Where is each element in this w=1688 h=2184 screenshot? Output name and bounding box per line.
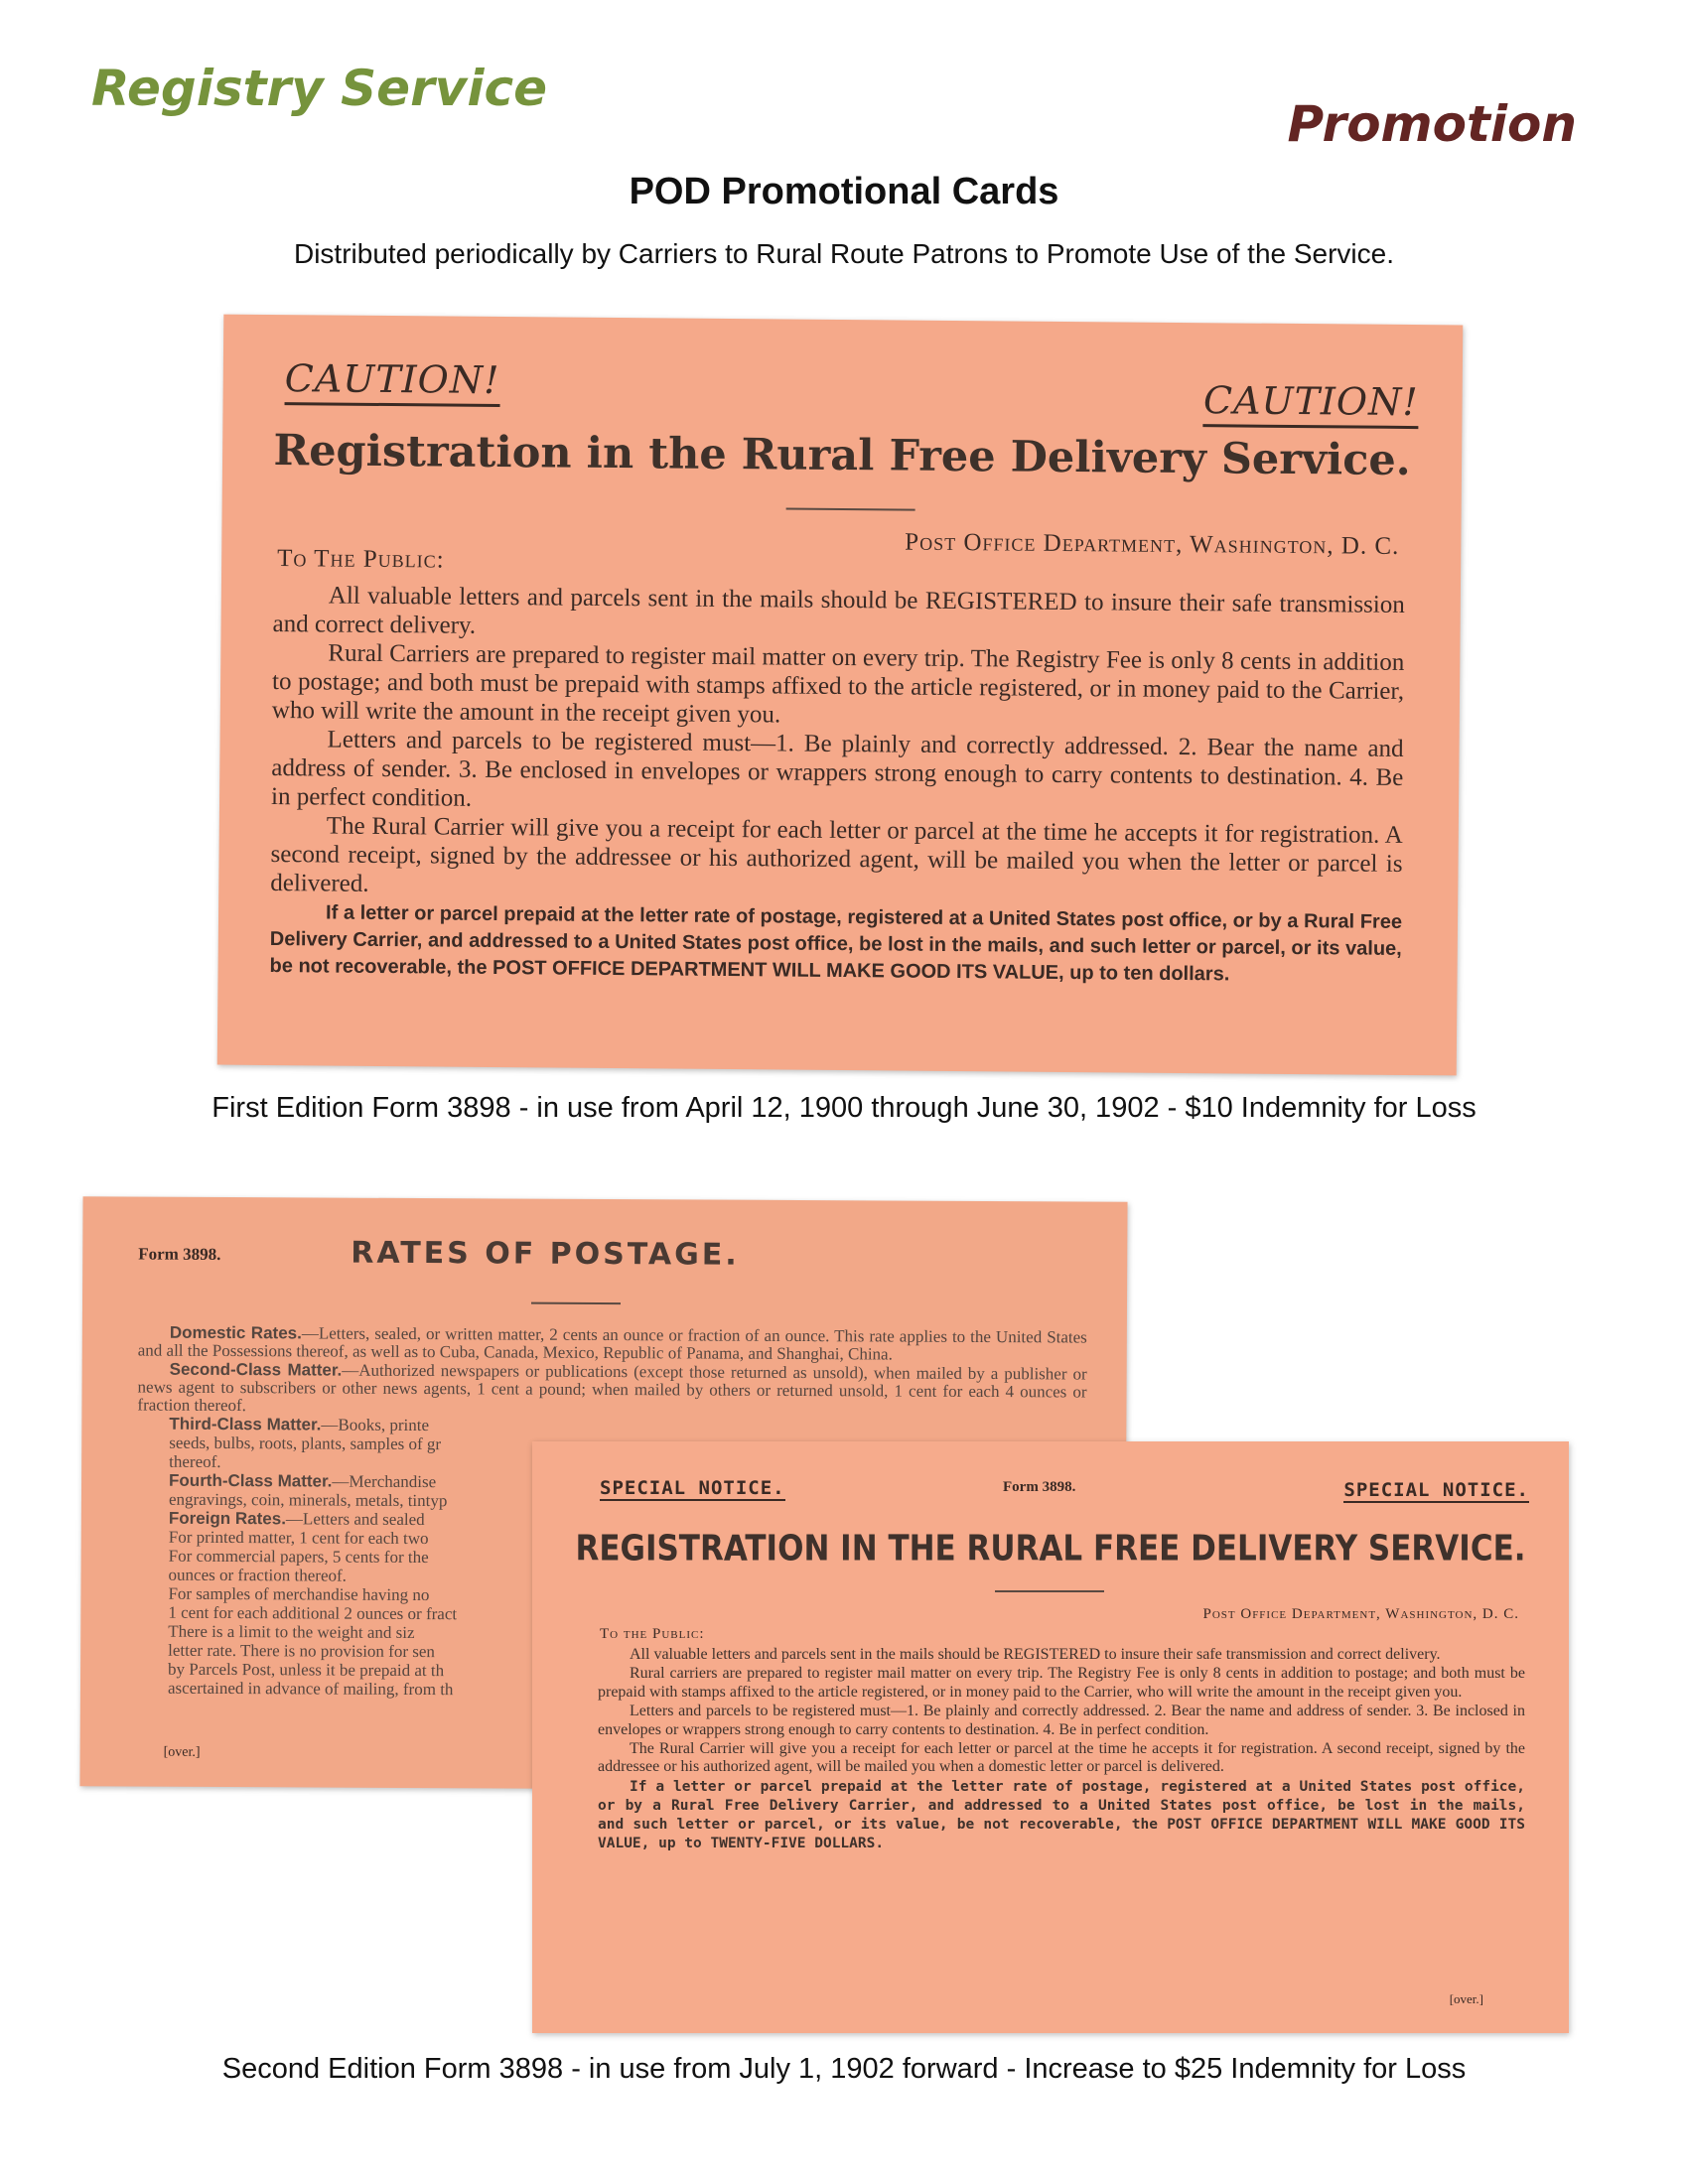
caution-left: CAUTION! [285,356,500,407]
rate-text: letter rate. There is no provision for sen [168,1640,435,1662]
caption-first-edition: First Edition Form 3898 - in use from April 12, 1900 through June 30, 1902 - $10 Indemnity for Loss [211,1092,1477,1124]
rate-heading: Foreign Rates. [168,1508,287,1529]
caption-second-edition: Second Edition Form 3898 - in use from July 1, 1902 forward - Increase to $25 Indemnity for Loss [221,2053,1467,2085]
rate-text: For samples of merchandise having no [168,1583,430,1605]
rate-text: —Authorized newspapers or publications (except those returned as unsold), when mailed by a publisher or news agent to subscribers or other news agents, 1 cent a pound; when mailed by others or returned unsold, 1 cent for each 4 ounces or fraction thereof. [137,1360,1087,1416]
paragraph: The Rural Carrier will give you a receipt for each letter or parcel at the time he accepts it for registration. A second receipt, signed by the addressee or his authorized agent, will be mailed you when the letter or parcel is delivered. [270,812,1403,897]
caution-right: CAUTION! [1203,378,1419,429]
rate-heading: Fourth-Class Matter. [169,1470,333,1491]
rate-text: —Letters and sealed [285,1509,425,1530]
paragraph: Rural carriers are prepared to register mail matter on every trip. The Registry Fee is only 8 cents in addition to postage; and both must be prepaid with stamps affixed to the article registered, or in money paid to the Carrier, who will write the amount in the receipt given you. [598,1665,1525,1701]
salutation: To The Public: [277,545,445,574]
rate-text: engravings, coin, minerals, metals, tintyp [168,1489,448,1511]
rate-heading: Domestic Rates. [169,1322,302,1343]
rate-text: —Letters, sealed, or written matter, 2 cents an ounce or fraction of an ounce. This rate applies to the United States and all the Possessions thereof, as well as to Cuba, Canada, Mexico, Republic of Panama, and Shanghai, China. [137,1323,1087,1364]
rate-heading: Second-Class Matter. [169,1359,343,1380]
rate-text: 1 cent for each additional 2 ounces or fract [168,1602,458,1624]
page-title: POD Promotional Cards [629,171,1059,212]
rate-text: ounces or fraction thereof. [168,1565,347,1585]
category-label: Promotion [1287,95,1577,153]
rate-text: There is a limit to the weight and siz [168,1621,415,1643]
indemnity-paragraph: If a letter or parcel prepaid at the letter rate of postage, registered at a United States post office, or by a Rural Free Delivery Carrier, and addressed to a United States post office, be lost in the mails, and such letter or parcel, or its value, be not recoverable, the POST OFFICE DEPARTMENT WILL MAKE GOOD ITS VALUE, up to TWENTY-FIVE DOLLARS. [598,1778,1525,1851]
card-body [598,1646,1525,1854]
rate-text: For printed matter, 1 cent for each two [168,1527,429,1549]
paragraph: All valuable letters and parcels sent in the mails should be REGISTERED to insure their safe transmission and correct delivery. [272,582,1405,639]
indemnity-paragraph: If a letter or parcel prepaid at the letter rate of postage, registered at a United States post office, or by a Rural Free Delivery Carrier, and addressed to a United States post office, be lost in the mails, and such letter or parcel, or its value, be not recoverable, the POST OFFICE DEPARTMENT WILL MAKE GOOD ITS VALUE, up to ten dollars. [269,901,1403,986]
department-line: Post Office Department, Washington, D. C. [1202,1606,1519,1622]
card-title: REGISTRATION IN THE RURAL FREE DELIVERY SERVICE. [575,1528,1526,1570]
rate-line [137,1361,1086,1420]
notice-left: SPECIAL NOTICE. [600,1477,785,1499]
over-note: [over.] [1449,1991,1483,2006]
card-title: Registration in the Rural Free Delivery Service. [273,426,1411,486]
rate-text: thereof. [169,1451,221,1471]
department-line: Post Office Department, Washington, D. C. [905,528,1400,560]
paragraph: The Rural Carrier will give you a receipt for each letter or parcel at the time he accepts it for registration. A second receipt, signed by the addressee or his authorized agent, will be mailed you when a domestic letter or parcel is delivered. [598,1740,1525,1776]
paragraph: Letters and parcels to be registered must—1. Be plainly and correctly addressed. 2. Bear the name and address of sender. 3. Be inclosed in envelopes or wrappers strong enough to carry contents to destination. 4. Be in perfect condition. [598,1703,1525,1738]
form-number: Form 3898. [1003,1479,1076,1495]
card-title: RATES OF POSTAGE. [351,1235,740,1273]
salutation: To the Public: [600,1626,705,1642]
notice-right: SPECIAL NOTICE. [1343,1479,1529,1501]
title-rule [995,1590,1104,1592]
second-edition-card [532,1441,1569,2033]
paragraph: Letters and parcels to be registered must—1. Be plainly and correctly addressed. 2. Bear the name and address of sender. 3. Be enclosed in envelopes or wrappers strong enough to carry contents to destination. 4. Be in perfect condition. [270,726,1404,812]
title-rule [786,508,915,511]
rate-text: —Merchandise [332,1471,437,1492]
card-body [269,581,1404,990]
form-number: Form 3898. [138,1244,221,1264]
paragraph: Rural Carriers are prepared to register mail matter on every trip. The Registry Fee is only 8 cents in addition to postage; and both must be prepaid with stamps affixed to the article registered, or in money paid to the Carrier, who will write the amount in the receipt given you. [271,639,1405,729]
title-rule [531,1302,621,1304]
paragraph: All valuable letters and parcels sent in the mails should be REGISTERED to insure their safe transmission and correct delivery. [630,1646,1441,1663]
rate-text: For commercial papers, 5 cents for the [168,1546,429,1568]
rate-text: seeds, bulbs, roots, plants, samples of gr [169,1433,442,1454]
first-edition-card [217,315,1464,1076]
rate-text: by Parcels Post, unless it be prepaid at th [168,1659,445,1681]
page-subtitle: Distributed periodically by Carriers to Rural Route Patrons to Promote Use of the Service. [293,238,1395,269]
rate-line [138,1324,1087,1365]
rate-text: —Books, printe [321,1415,430,1435]
rate-text: ascertained in advance of mailing, from th [167,1678,454,1700]
section-label: Registry Service [91,60,548,117]
over-note: [over.] [163,1744,201,1760]
rate-heading: Third-Class Matter. [169,1414,322,1434]
